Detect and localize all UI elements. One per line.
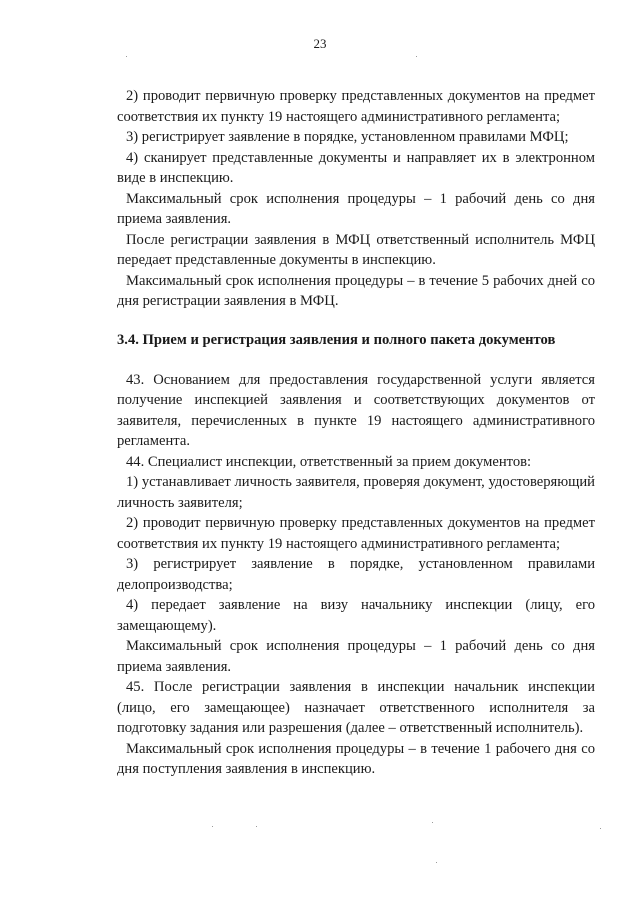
paragraph: 43. Основанием для предоставления государственной услуги является получение инспекцией заявления и соответствующих документов от заявителя, перечисленных в пункте 19 настоящего административного регламента. bbox=[117, 371, 595, 449]
paragraph: 45. После регистрации заявления в инспекции начальник инспекции (лицо, его замещающее) назначает ответственного исполнителя за подготовку задания или разрешения (далее – ответственный исполнитель). bbox=[117, 679, 595, 736]
body-text bbox=[117, 86, 595, 780]
paragraph: 2) проводит первичную проверку представленных документов на предмет соответствия их пункту 19 настоящего административного регламента; bbox=[117, 515, 595, 552]
scan-speck bbox=[126, 56, 127, 57]
paragraph: После регистрации заявления в МФЦ ответственный исполнитель МФЦ передает представленные документы в инспекцию. bbox=[117, 231, 595, 268]
scan-speck bbox=[256, 826, 257, 827]
paragraph: Максимальный срок исполнения процедуры – в течение 5 рабочих дней со дня регистрации заявления в МФЦ. bbox=[117, 272, 595, 309]
paragraph: Максимальный срок исполнения процедуры – в течение 1 рабочего дня со дня поступления заявления в инспекцию. bbox=[117, 740, 595, 777]
paragraph: Максимальный срок исполнения процедуры – 1 рабочий день со дня приема заявления. bbox=[117, 638, 595, 675]
paragraph: 3) регистрирует заявление в порядке, установленном правилами МФЦ; bbox=[126, 129, 569, 145]
paragraph: 4) передает заявление на визу начальнику инспекции (лицу, его замещающему). bbox=[117, 597, 595, 634]
scan-speck bbox=[600, 828, 601, 829]
paragraph: 1) устанавливает личность заявителя, проверяя документ, удостоверяющий личность заявителя; bbox=[117, 474, 595, 511]
scan-speck bbox=[436, 862, 437, 863]
paragraph: 2) проводит первичную проверку представленных документов на предмет соответствия их пункту 19 настоящего административного регламента; bbox=[117, 88, 595, 125]
page-number: 23 bbox=[313, 36, 327, 51]
scan-speck bbox=[416, 56, 417, 57]
paragraph: Максимальный срок исполнения процедуры – 1 рабочий день со дня приема заявления. bbox=[117, 190, 595, 227]
paragraph: 3) регистрирует заявление в порядке, установленном правилами делопроизводства; bbox=[117, 556, 595, 593]
scan-speck bbox=[212, 826, 213, 827]
paragraph: 44. Специалист инспекции, ответственный за прием документов: bbox=[126, 453, 532, 470]
paragraph: 4) сканирует представленные документы и направляет их в электронном виде в инспекцию. bbox=[117, 149, 595, 186]
scan-speck bbox=[432, 822, 433, 823]
section-heading: 3.4. Прием и регистрация заявления и полного пакета документов bbox=[117, 331, 556, 348]
